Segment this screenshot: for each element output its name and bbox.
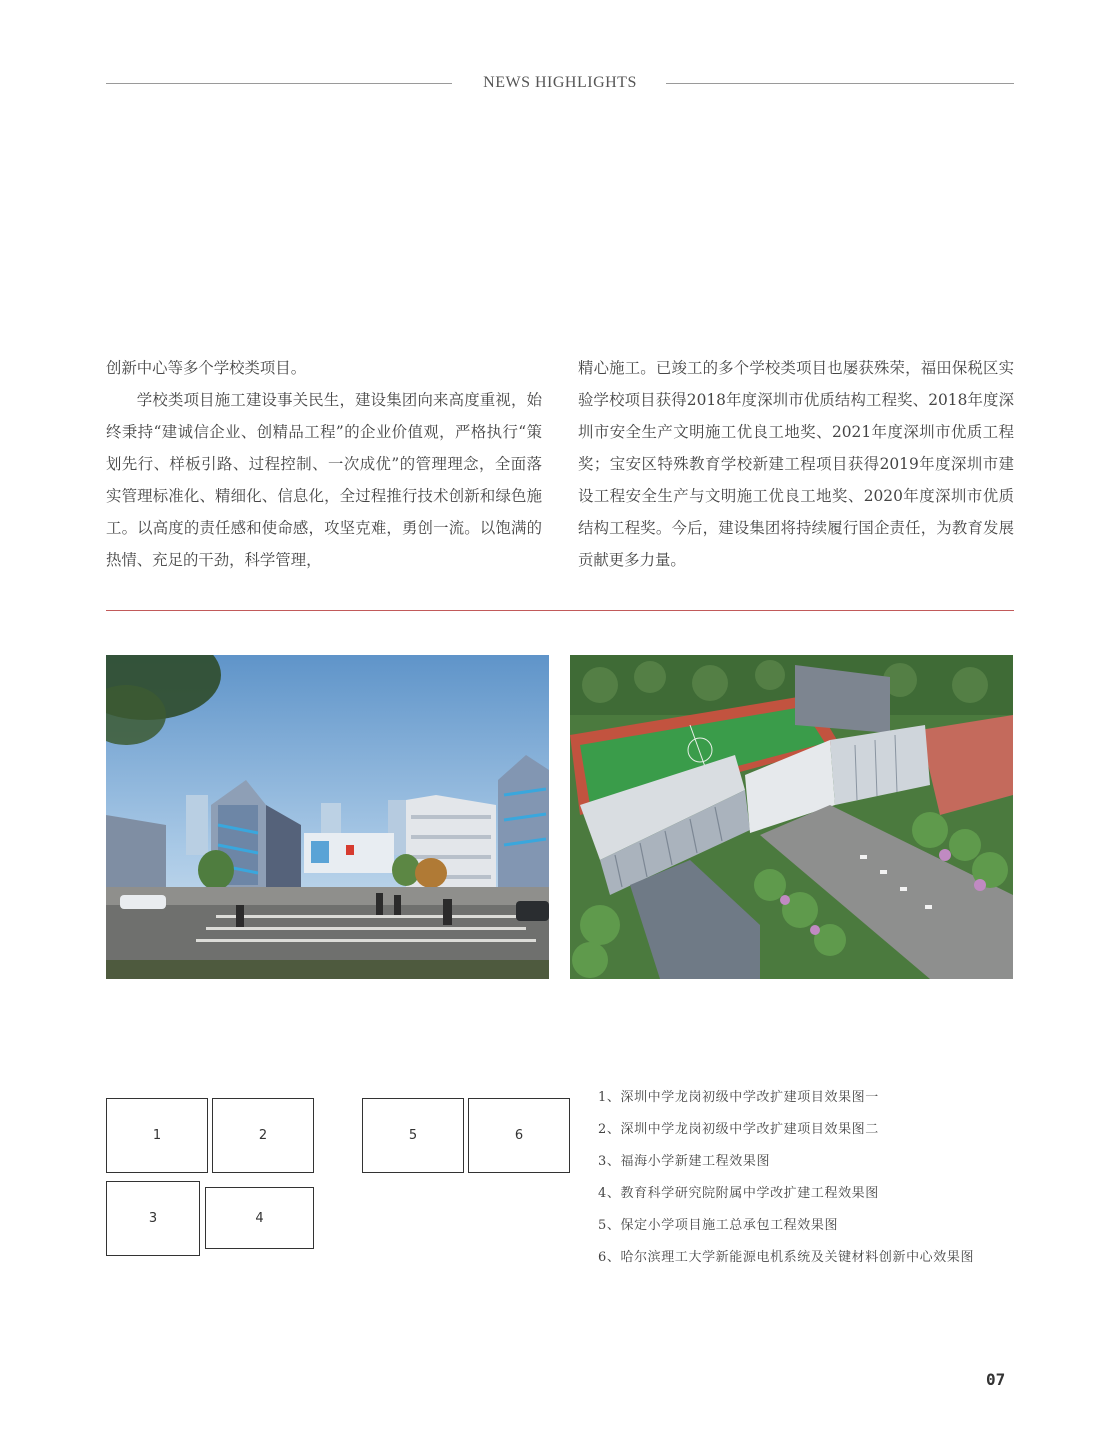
caption-item: 1、深圳中学龙岗初级中学改扩建项目效果图一 (598, 1090, 879, 1105)
section-title: NEWS HIGHLIGHTS (483, 74, 637, 91)
school-rendering-photo-1 (106, 655, 549, 979)
layout-key-box-2: 2 (212, 1098, 314, 1173)
header-rule-right (666, 83, 1014, 84)
caption-item: 4、教育科学研究院附属中学改扩建工程效果图 (598, 1186, 879, 1201)
paragraph: 创新中心等多个学校类项目。 (106, 359, 307, 377)
section-divider (106, 610, 1014, 611)
layout-key-box-4: 4 (205, 1187, 314, 1249)
header-rule-left (106, 83, 452, 84)
layout-key-box-1: 1 (106, 1098, 208, 1173)
article-left-column (106, 352, 542, 576)
caption-item: 2、深圳中学龙岗初级中学改扩建项目效果图二 (598, 1122, 879, 1137)
paragraph: 精心施工。已竣工的多个学校类项目也屡获殊荣，福田保税区实验学校项目获得2018年度深圳市优质结构工程奖、2018年度深圳市安全生产文明施工优良工地奖、2021年度深圳市优质工程奖；宝安区特殊教育学校新建工程项目获得2019年度深圳市建设工程安全生产与文明施工优良工地奖、2020年度深圳市优质结构工程奖。今后，建设集团将持续履行国企责任，为教育发展贡献更多力量。 (578, 359, 1014, 569)
article-right-column (578, 352, 1014, 576)
caption-item: 6、哈尔滨理工大学新能源电机系统及关键材料创新中心效果图 (598, 1250, 975, 1265)
layout-key-box-3: 3 (106, 1181, 200, 1256)
paragraph: 学校类项目施工建设事关民生，建设集团向来高度重视，始终秉持“建诚信企业、创精品工程”的企业价值观，严格执行“策划先行、样板引路、过程控制、一次成优”的管理理念，全面落实管理标准化、精细化、信息化，全过程推行技术创新和绿色施工。以高度的责任感和使命感，攻坚克难，勇创一流。以饱满的热情、充足的干劲，科学管理， (106, 391, 542, 569)
school-rendering-photo-2 (570, 655, 1013, 979)
page-number: 07 (986, 1370, 1006, 1389)
layout-key-box-6: 6 (468, 1098, 570, 1173)
layout-key-box-5: 5 (362, 1098, 464, 1173)
caption-item: 5、保定小学项目施工总承包工程效果图 (598, 1218, 839, 1233)
caption-item: 3、福海小学新建工程效果图 (598, 1154, 771, 1169)
image-captions (598, 1082, 1018, 1274)
